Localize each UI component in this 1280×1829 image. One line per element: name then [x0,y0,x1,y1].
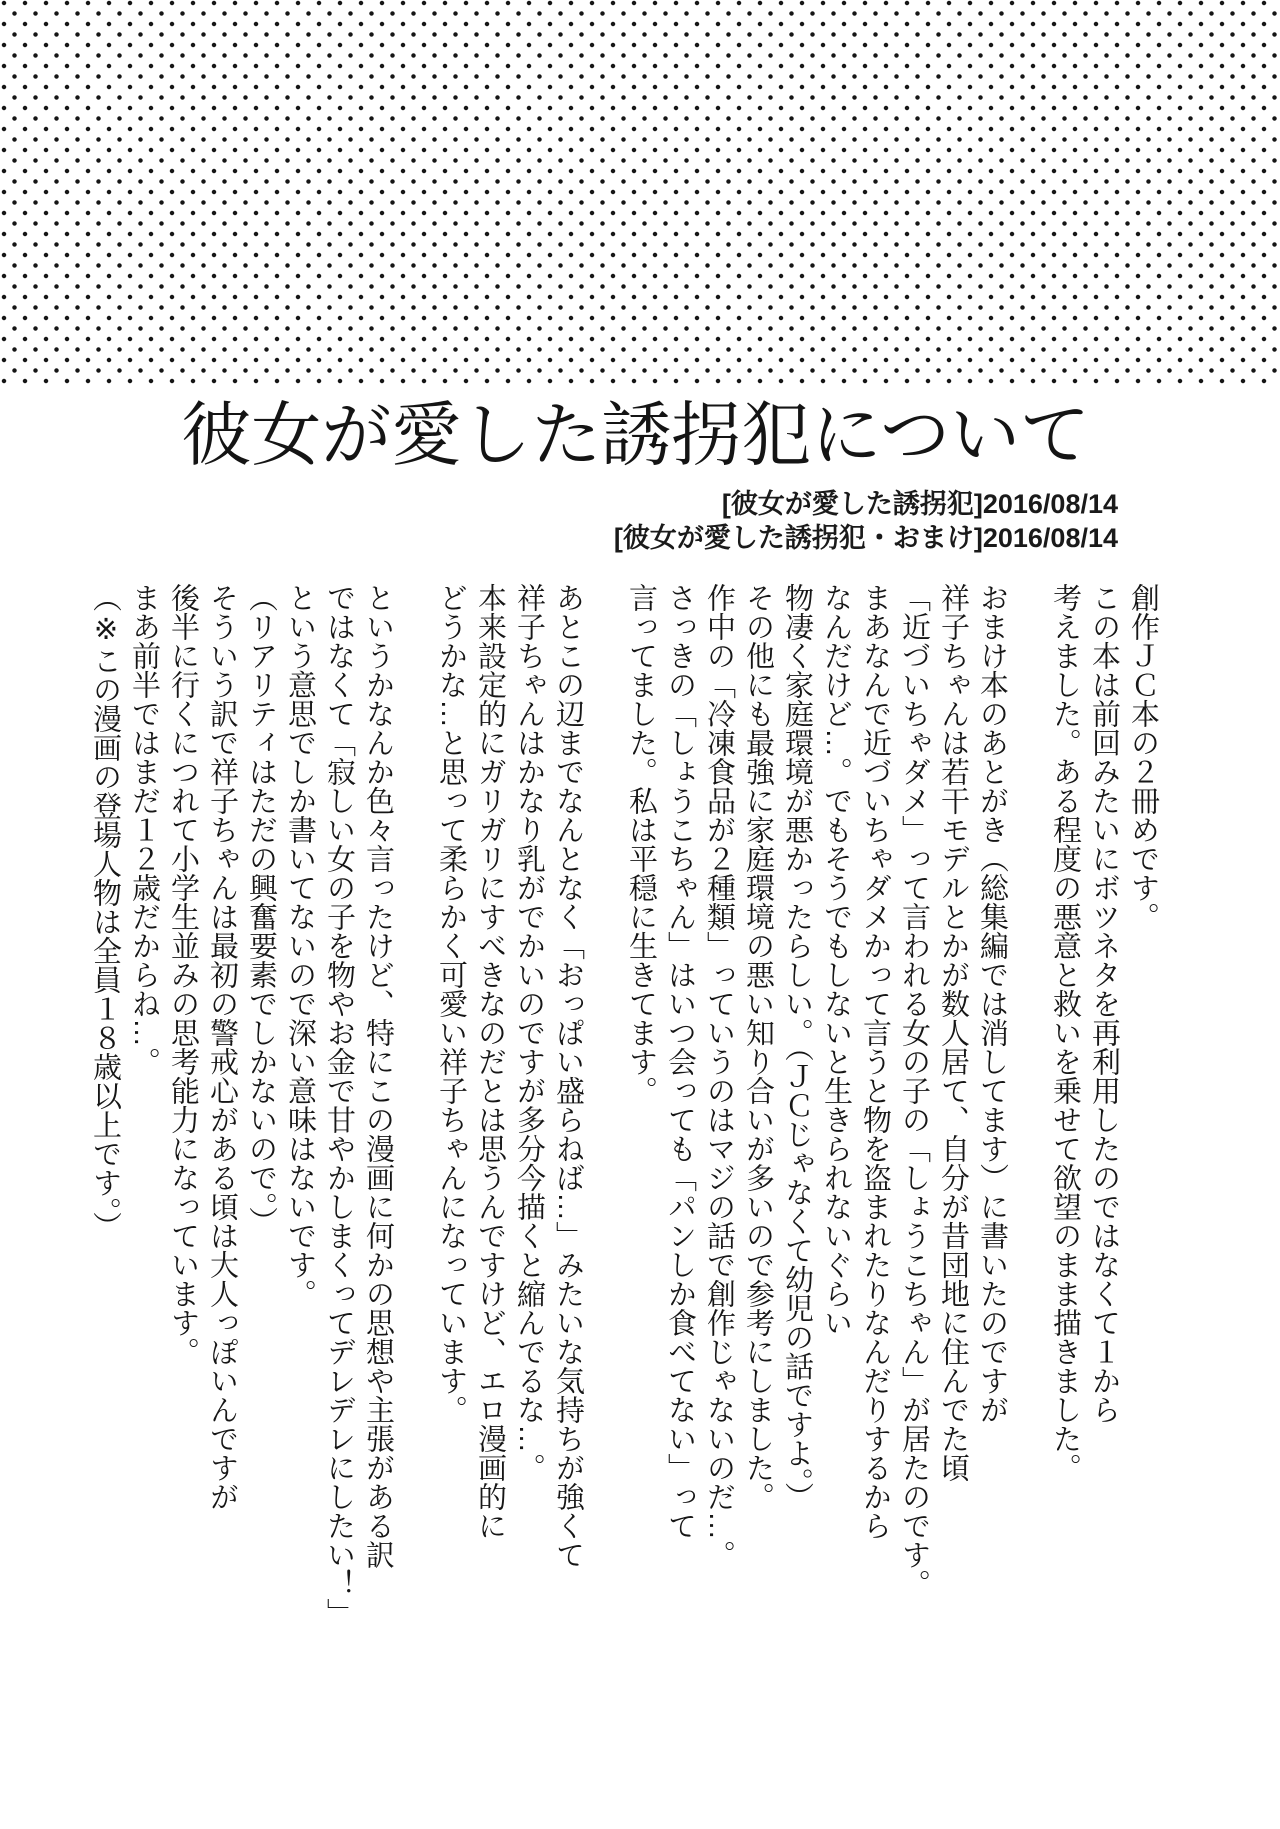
text-column: という意思でしか書いてないので深い意味はないです。 [284,583,316,1308]
text-column: さっきの「しょうこちゃん」はいつ会っても「パンしか食べてない」って [664,583,696,1540]
release-line: [彼女が愛した誘拐犯]2016/08/14 [721,489,1118,519]
text-column: 考えました。ある程度の悪意と救いを乗せて欲望のまま描きました。 [1049,583,1081,1482]
text-column: あとこの辺までなんとなく「おっぱい盛らねば…」みたいな気持ちが強くて [552,583,584,1569]
release-date-block [614,487,1118,555]
text-column: （リアリティはただの興奮要素でしかないので。） [245,583,277,1236]
text-column: というかなんか色々言ったけど、特にこの漫画に何かの思想や主張がある訳 [362,583,394,1569]
text-column: 物凄く家庭環境が悪かったらしい。（ＪＣじゃなくて幼児の話ですよ。） [781,583,813,1511]
page-title: 彼女が愛した誘拐犯について [181,398,1090,475]
text-column: まあなんで近づいちゃダメかって言うと物を盗まれたりなんだりするから [859,583,891,1540]
text-column: どうかな…と思って柔らかく可愛い祥子ちゃんになっています。 [435,583,467,1424]
text-column: 祥子ちゃんはかなり乳がでかいのですが多分今描くと縮んでるな…。 [513,583,545,1482]
vertical-body-text [85,583,1162,1647]
text-column: その他にも最強に家庭環境の悪い知り合いが多いので参考にしました。 [742,583,774,1511]
text-column: 本来設定的にガリガリにすべきなのだとは思うんですけど、エロ漫画的に [474,583,506,1540]
text-column: ではなくて「寂しい女の子を物やお金で甘やかしまくってデレデレにしたい！」 [323,583,355,1627]
text-column: まあ前半ではまだ１２歳だからね…。 [128,583,160,1076]
text-column: 作中の「冷凍食品が２種類」っていうのはマジの話で創作じゃないのだ…。 [703,583,735,1569]
text-column: 創作ＪＣ本の２冊めです。 [1127,583,1159,931]
halftone-dot-pattern [0,0,1280,388]
text-column: 祥子ちゃんは若干モデルとかが数人居て、自分が昔団地に住んでた頃 [937,583,969,1482]
text-column: 「近づいちゃダメ」って言われる女の子の「しょうこちゃん」が居たのです。 [898,583,930,1598]
text-column: そういう訳で祥子ちゃんは最初の警戒心がある頃は大人っぽいんですが [206,583,238,1511]
text-column: 後半に行くにつれて小学生並みの思考能力になっています。 [167,583,199,1366]
text-column: 言ってました。私は平穏に生きてます。 [625,583,657,1105]
text-column: この本は前回みたいにボツネタを再利用したのではなくて１から [1088,583,1120,1424]
text-column: おまけ本のあとがき（総集編では消してます）に書いたのですが [976,583,1008,1424]
release-line: [彼女が愛した誘拐犯・おまけ]2016/08/14 [613,523,1118,553]
text-column: （※この漫画の登場人物は全員１８歳以上です。） [89,583,121,1241]
text-column: なんだけど…。でもそうでもしないと生きられないぐらい [820,583,852,1337]
